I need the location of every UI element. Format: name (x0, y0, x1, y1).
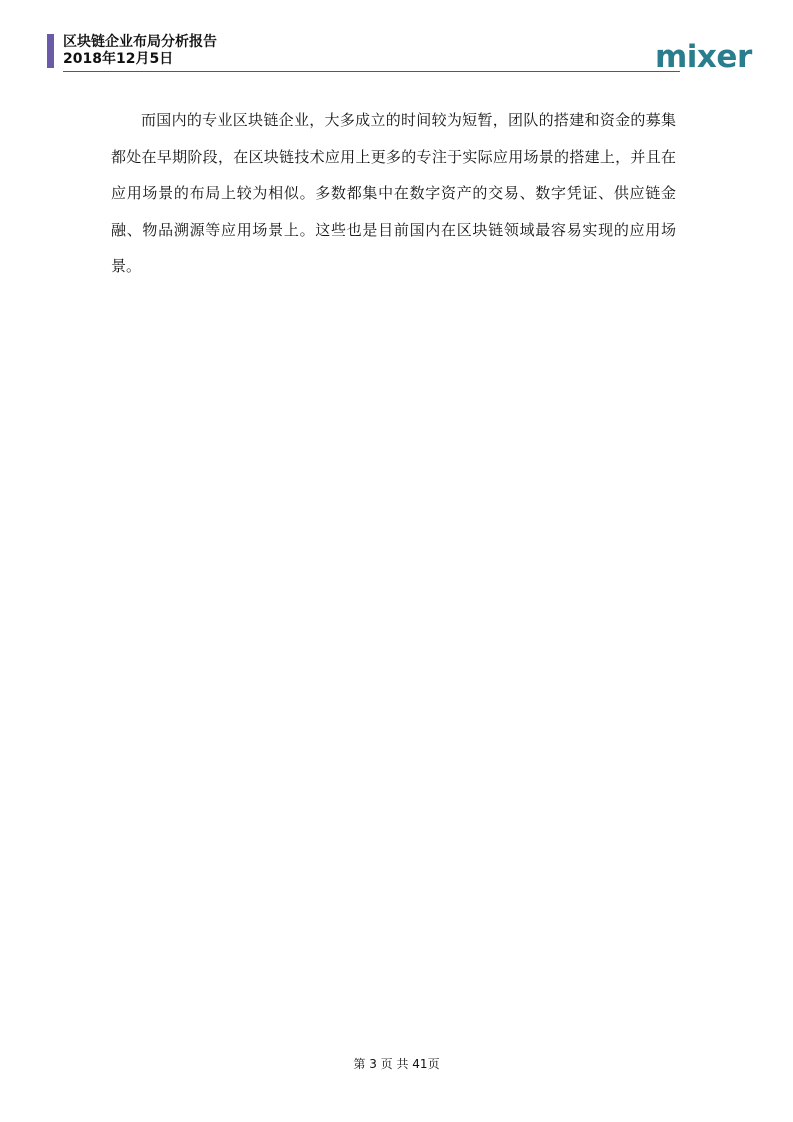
report-date: 2018年12月5日 (63, 51, 174, 67)
report-title: 区块链企业布局分析报告 (63, 34, 217, 50)
header-accent-bar (47, 34, 54, 68)
logo-wordmark: mixer (655, 40, 752, 72)
body-paragraph: 而国内的专业区块链企业，大多成立的时间较为短暂，团队的搭建和资金的募集都处在早期阶段，在区块链技术应用上更多的专注于实际应用场景的搭建上，并且在应用场景的布局上较为相似。多数都集中在数字资产的交易、数字凭证、供应链金融、物品溯源等应用场景上。这些也是目前国内在区块链领域最容易实现的应用场景。 (111, 111, 676, 275)
header-divider (63, 71, 680, 72)
mixer-logo (655, 40, 761, 72)
page-number: 第 3 页 共 41页 (353, 1057, 440, 1071)
main-content (111, 102, 676, 285)
